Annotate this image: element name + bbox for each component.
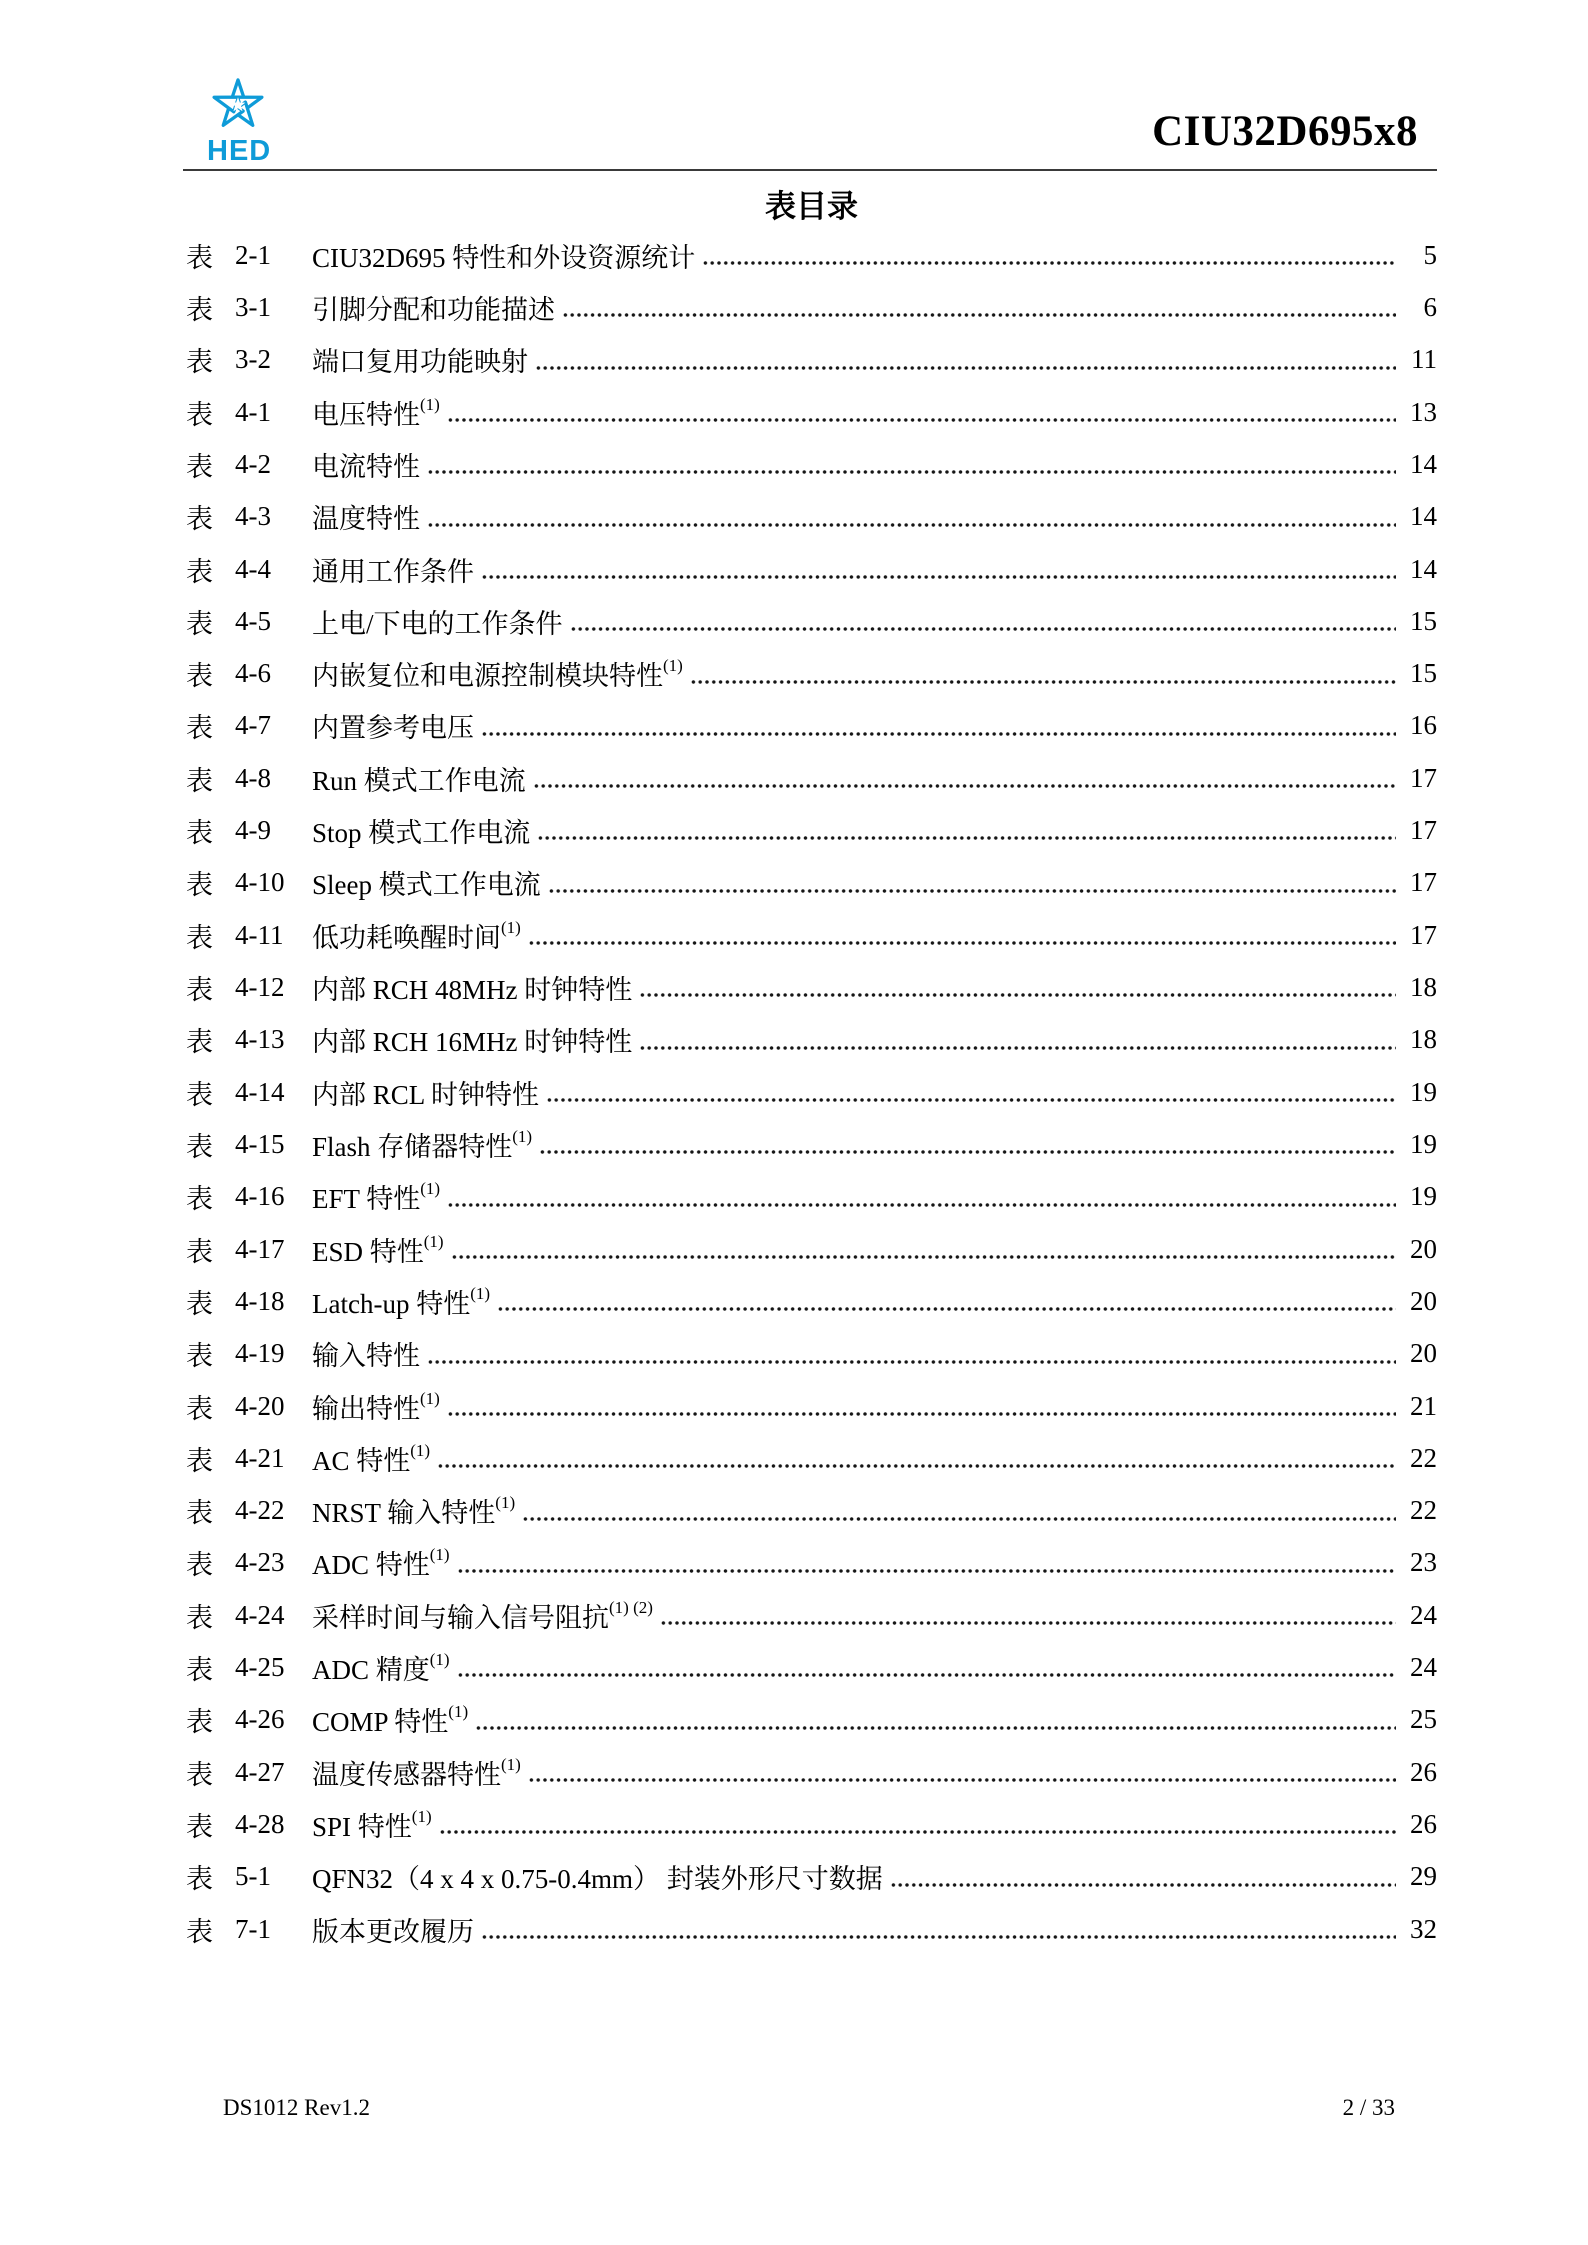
toc-row-prefix: 表: [186, 765, 213, 796]
toc-row-number: 5-1: [235, 1861, 271, 1892]
toc-row-title: ESD 特性: [312, 1236, 424, 1267]
toc-row[interactable]: [186, 752, 1437, 804]
toc-row-superscript: (1): [663, 656, 683, 676]
toc-row-leader-dots: [639, 961, 1396, 1013]
toc-row-number: 4-23: [235, 1547, 285, 1578]
toc-row-leader-dots: [546, 1066, 1396, 1118]
toc-row[interactable]: [186, 543, 1437, 595]
toc-row-leader-dots: [702, 229, 1396, 281]
toc-row-number: 4-20: [235, 1390, 285, 1421]
toc-row-leader-dots: [457, 1537, 1396, 1589]
toc-row-prefix: 表: [186, 1131, 213, 1162]
toc-row-leader-dots: [427, 438, 1396, 490]
toc-row-page: 26: [1410, 1809, 1437, 1840]
toc-row-page: 29: [1410, 1861, 1437, 1892]
toc-row-number: 4-1: [235, 396, 271, 427]
toc-row-prefix: 表: [186, 1550, 213, 1581]
toc-row[interactable]: [186, 648, 1437, 700]
toc-row-title: 内嵌复位和电源控制模块特性: [312, 661, 663, 692]
toc-row-page: 24: [1410, 1652, 1437, 1683]
toc-row-leader-dots: [457, 1641, 1396, 1693]
toc-row-page: 20: [1410, 1338, 1437, 1369]
toc-row-title: NRST 输入特性: [312, 1498, 496, 1529]
toc-row-page: 32: [1410, 1913, 1437, 1944]
toc-row-page: 19: [1410, 1181, 1437, 1212]
toc-row-prefix: 表: [186, 870, 213, 901]
toc-row[interactable]: [186, 281, 1437, 333]
toc-row-prefix: 表: [186, 1288, 213, 1319]
toc-row-number: 4-7: [235, 710, 271, 741]
toc-row-superscript: (1): [410, 1440, 431, 1460]
toc-row-page: 25: [1410, 1704, 1437, 1735]
toc-row-title: 端口复用功能映射: [312, 347, 528, 378]
toc-row-prefix: 表: [186, 1445, 213, 1476]
toc-row-leader-dots: [447, 386, 1396, 438]
toc-row-title: EFT 特性: [312, 1184, 421, 1215]
toc-row-page: 19: [1410, 1128, 1437, 1159]
toc-row[interactable]: [186, 386, 1437, 438]
toc-row-leader-dots: [427, 491, 1396, 543]
toc-row-prefix: 表: [186, 1393, 213, 1424]
toc-row[interactable]: [186, 700, 1437, 752]
toc-row-leader-dots: [528, 1746, 1396, 1798]
toc-row-prefix: 表: [186, 713, 213, 744]
toc-row-title: 温度传感器特性: [312, 1759, 501, 1790]
toc-row-number: 4-5: [235, 605, 271, 636]
toc-row-number: 4-8: [235, 762, 271, 793]
toc-row-number: 4-19: [235, 1338, 285, 1369]
toc-row-title: 上电/下电的工作条件: [312, 608, 563, 639]
hed-logo-text: HED: [207, 135, 272, 167]
toc-row-title: 版本更改履历: [312, 1916, 474, 1947]
toc-row[interactable]: [186, 1171, 1437, 1223]
toc-row-prefix: 表: [186, 1655, 213, 1686]
toc-row[interactable]: [186, 1694, 1437, 1746]
toc-row-prefix: 表: [186, 294, 213, 325]
toc-row[interactable]: [186, 857, 1437, 909]
toc-row-leader-dots: [475, 1694, 1396, 1746]
toc-row[interactable]: [186, 1223, 1437, 1275]
toc-row-prefix: 表: [186, 1341, 213, 1372]
toc-row-prefix: 表: [186, 1602, 213, 1633]
toc-row-title: ADC 特性: [312, 1550, 430, 1581]
toc-row-leader-dots: [481, 1903, 1396, 1955]
toc-row-title: QFN32（4 x 4 x 0.75-0.4mm） 封装外形尺寸数据: [312, 1864, 883, 1895]
toc-row-prefix: 表: [186, 1812, 213, 1843]
toc-row-superscript: (1): [429, 1545, 450, 1565]
toc-row[interactable]: [186, 1641, 1437, 1693]
toc-row[interactable]: [186, 334, 1437, 386]
toc-row[interactable]: [186, 1066, 1437, 1118]
toc-row[interactable]: [186, 1275, 1437, 1327]
footer-doc-rev: DS1012 Rev1.2: [223, 2095, 370, 2120]
toc-row[interactable]: [186, 1118, 1437, 1170]
toc-row-page: 17: [1410, 867, 1437, 898]
toc-row-title: 温度特性: [312, 504, 420, 535]
toc-row-prefix: 表: [186, 1079, 213, 1110]
toc-row-page: 14: [1410, 448, 1437, 479]
toc-row-number: 4-2: [235, 448, 271, 479]
toc-row-page: 17: [1410, 919, 1437, 950]
toc-list: [186, 229, 1437, 1955]
toc-row-number: 4-25: [235, 1652, 285, 1683]
toc-row[interactable]: [186, 1851, 1437, 1903]
toc-row-page: 15: [1410, 605, 1437, 636]
toc-row-title: 内部 RCL 时钟特性: [312, 1079, 540, 1110]
toc-row[interactable]: [186, 1903, 1437, 1955]
toc-row-number: 4-3: [235, 501, 271, 532]
toc-row-page: 18: [1410, 1024, 1437, 1055]
toc-row-number: 4-10: [235, 867, 285, 898]
toc-row[interactable]: [186, 595, 1437, 647]
toc-row-title: Run 模式工作电流: [312, 765, 526, 796]
toc-row[interactable]: [186, 1798, 1437, 1850]
toc-row[interactable]: [186, 1485, 1437, 1537]
toc-row-number: 3-1: [235, 291, 271, 322]
toc-row-number: 4-6: [235, 658, 271, 689]
toc-row-title: 内部 RCH 48MHz 时钟特性: [312, 975, 633, 1006]
toc-row-superscript: (1): [501, 917, 521, 937]
toc-row-number: 4-12: [235, 972, 285, 1003]
toc-row-page: 14: [1410, 553, 1437, 584]
toc-row-number: 4-17: [235, 1233, 285, 1264]
toc-row-number: 7-1: [235, 1913, 271, 1944]
hed-logo: [207, 78, 297, 166]
toc-row-number: 4-27: [235, 1756, 285, 1787]
toc-row-leader-dots: [535, 334, 1396, 386]
toc-row-number: 4-16: [235, 1181, 285, 1212]
toc-row-page: 11: [1411, 344, 1437, 375]
toc-row-superscript: (1): [423, 1231, 444, 1251]
toc-row-page: 22: [1410, 1442, 1437, 1473]
toc-row[interactable]: [186, 804, 1437, 856]
toc-row-leader-dots: [497, 1275, 1396, 1327]
toc-row-prefix: 表: [186, 451, 213, 482]
header-rule: [183, 169, 1437, 171]
toc-row-leader-dots: [437, 1432, 1396, 1484]
toc-row-superscript: (1): [411, 1807, 432, 1827]
toc-row-prefix: 表: [186, 1498, 213, 1529]
toc-row-title: 输出特性: [312, 1393, 420, 1424]
toc-row-page: 21: [1410, 1390, 1437, 1421]
toc-row-page: 14: [1410, 501, 1437, 532]
toc-row-title: Stop 模式工作电流: [312, 818, 531, 849]
toc-row-page: 18: [1410, 972, 1437, 1003]
toc-row-leader-dots: [890, 1851, 1396, 1903]
toc-row-number: 4-15: [235, 1128, 285, 1159]
toc-row-superscript: (1): [501, 1754, 521, 1774]
toc-row-prefix: 表: [186, 1759, 213, 1790]
toc-row-prefix: 表: [186, 556, 213, 587]
toc-row-number: 4-28: [235, 1809, 285, 1840]
toc-row-number: 3-2: [235, 344, 271, 375]
toc-row-number: 4-22: [235, 1495, 285, 1526]
toc-row-page: 6: [1423, 291, 1437, 322]
product-title: CIU32D695x8: [1152, 108, 1418, 155]
toc-row-superscript: (1): [420, 394, 440, 414]
toc-row-prefix: 表: [186, 399, 213, 430]
toc-row-page: 24: [1410, 1599, 1437, 1630]
toc-row-prefix: 表: [186, 922, 213, 953]
toc-row-leader-dots: [570, 595, 1396, 647]
toc-row-number: 4-14: [235, 1076, 285, 1107]
toc-row-page: 19: [1410, 1076, 1437, 1107]
toc-row[interactable]: [186, 229, 1437, 281]
toc-row[interactable]: [186, 1746, 1437, 1798]
toc-row-number: 4-24: [235, 1599, 285, 1630]
toc-row-number: 2-1: [235, 239, 271, 270]
toc-row-leader-dots: [690, 648, 1396, 700]
toc-row-title: 低功耗唤醒时间: [312, 922, 501, 953]
toc-row-superscript: (1): [420, 1388, 440, 1408]
toc-row-leader-dots: [439, 1798, 1396, 1850]
toc-row-title: 电流特性: [312, 451, 420, 482]
toc-row-page: 22: [1410, 1495, 1437, 1526]
toc-row-page: 26: [1410, 1756, 1437, 1787]
toc-row[interactable]: [186, 1589, 1437, 1641]
toc-row-leader-dots: [427, 1328, 1396, 1380]
toc-row-leader-dots: [447, 1380, 1396, 1432]
toc-row-page: 13: [1410, 396, 1437, 427]
toc-row-number: 4-26: [235, 1704, 285, 1735]
toc-row-prefix: 表: [186, 347, 213, 378]
toc-row-title: 电压特性: [312, 399, 420, 430]
toc-row-prefix: 表: [186, 1027, 213, 1058]
toc-row-leader-dots: [481, 543, 1396, 595]
toc-row[interactable]: [186, 1432, 1437, 1484]
toc-row-leader-dots: [539, 1118, 1396, 1170]
toc-row-leader-dots: [481, 700, 1396, 752]
toc-row-leader-dots: [660, 1589, 1396, 1641]
toc-row-number: 4-13: [235, 1024, 285, 1055]
toc-row-title: AC 特性: [312, 1445, 411, 1476]
toc-row-prefix: 表: [186, 1916, 213, 1947]
toc-row-leader-dots: [639, 1014, 1396, 1066]
toc-row[interactable]: [186, 438, 1437, 490]
toc-title: 表目录: [765, 189, 858, 224]
toc-row-page: 20: [1410, 1233, 1437, 1264]
toc-row-number: 4-9: [235, 815, 271, 846]
toc-row-prefix: 表: [186, 1864, 213, 1895]
toc-row[interactable]: [186, 909, 1437, 961]
toc-row-page: 5: [1423, 239, 1437, 270]
toc-row-number: 4-4: [235, 553, 271, 584]
toc-row-title: ADC 精度: [312, 1655, 430, 1686]
toc-row[interactable]: [186, 1014, 1437, 1066]
toc-row[interactable]: [186, 1328, 1437, 1380]
toc-row-number: 4-18: [235, 1285, 285, 1316]
toc-row-superscript: (1): [495, 1493, 516, 1513]
toc-row-page: 23: [1410, 1547, 1437, 1578]
toc-row-page: 17: [1410, 762, 1437, 793]
toc-row-page: 17: [1410, 815, 1437, 846]
toc-row-leader-dots: [447, 1171, 1396, 1223]
toc-row-prefix: 表: [186, 818, 213, 849]
toc-row-title: Flash 存储器特性: [312, 1131, 513, 1162]
toc-row-number: 4-21: [235, 1442, 285, 1473]
toc-row-title: 内部 RCH 16MHz 时钟特性: [312, 1027, 633, 1058]
toc-row-leader-dots: [537, 804, 1396, 856]
toc-row-leader-dots: [522, 1485, 1396, 1537]
toc-row[interactable]: [186, 1537, 1437, 1589]
hed-star-icon: [209, 78, 267, 134]
toc-row-leader-dots: [451, 1223, 1396, 1275]
toc-row-page: 20: [1410, 1285, 1437, 1316]
toc-row-title: SPI 特性: [312, 1812, 412, 1843]
toc-row-page: 16: [1410, 710, 1437, 741]
toc-row-title: 通用工作条件: [312, 556, 474, 587]
toc-row-prefix: 表: [186, 1184, 213, 1215]
toc-row-title: 采样时间与输入信号阻抗: [312, 1602, 609, 1633]
toc-row-title: 输入特性: [312, 1341, 420, 1372]
toc-row-prefix: 表: [186, 1707, 213, 1738]
toc-row-leader-dots: [528, 909, 1396, 961]
toc-row-superscript: (1): [448, 1702, 469, 1722]
toc-row[interactable]: [186, 1380, 1437, 1432]
toc-row-prefix: 表: [186, 661, 213, 692]
toc-row-superscript: (1): [470, 1283, 491, 1303]
toc-row-page: 15: [1410, 658, 1437, 689]
toc-row-title: 引脚分配和功能描述: [312, 294, 555, 325]
toc-row-title: CIU32D695 特性和外设资源统计: [312, 242, 696, 273]
toc-row[interactable]: [186, 961, 1437, 1013]
toc-row-prefix: 表: [186, 608, 213, 639]
toc-row-title: Sleep 模式工作电流: [312, 870, 541, 901]
toc-row-prefix: 表: [186, 504, 213, 535]
toc-row-leader-dots: [548, 857, 1396, 909]
toc-row-leader-dots: [562, 281, 1396, 333]
toc-row-leader-dots: [533, 752, 1396, 804]
toc-row-superscript: (1) (2): [609, 1597, 653, 1617]
toc-row-superscript: (1): [512, 1126, 533, 1146]
toc-row[interactable]: [186, 491, 1437, 543]
toc-row-prefix: 表: [186, 242, 213, 273]
footer-page-indicator: 2 / 33: [1342, 2095, 1395, 2120]
toc-row-title: 内置参考电压: [312, 713, 474, 744]
toc-row-prefix: 表: [186, 975, 213, 1006]
toc-row-superscript: (1): [429, 1650, 450, 1670]
toc-row-title: COMP 特性: [312, 1707, 449, 1738]
toc-row-superscript: (1): [420, 1179, 441, 1199]
toc-row-number: 4-11: [235, 919, 284, 950]
toc-row-title: Latch-up 特性: [312, 1288, 471, 1319]
toc-row-prefix: 表: [186, 1236, 213, 1267]
